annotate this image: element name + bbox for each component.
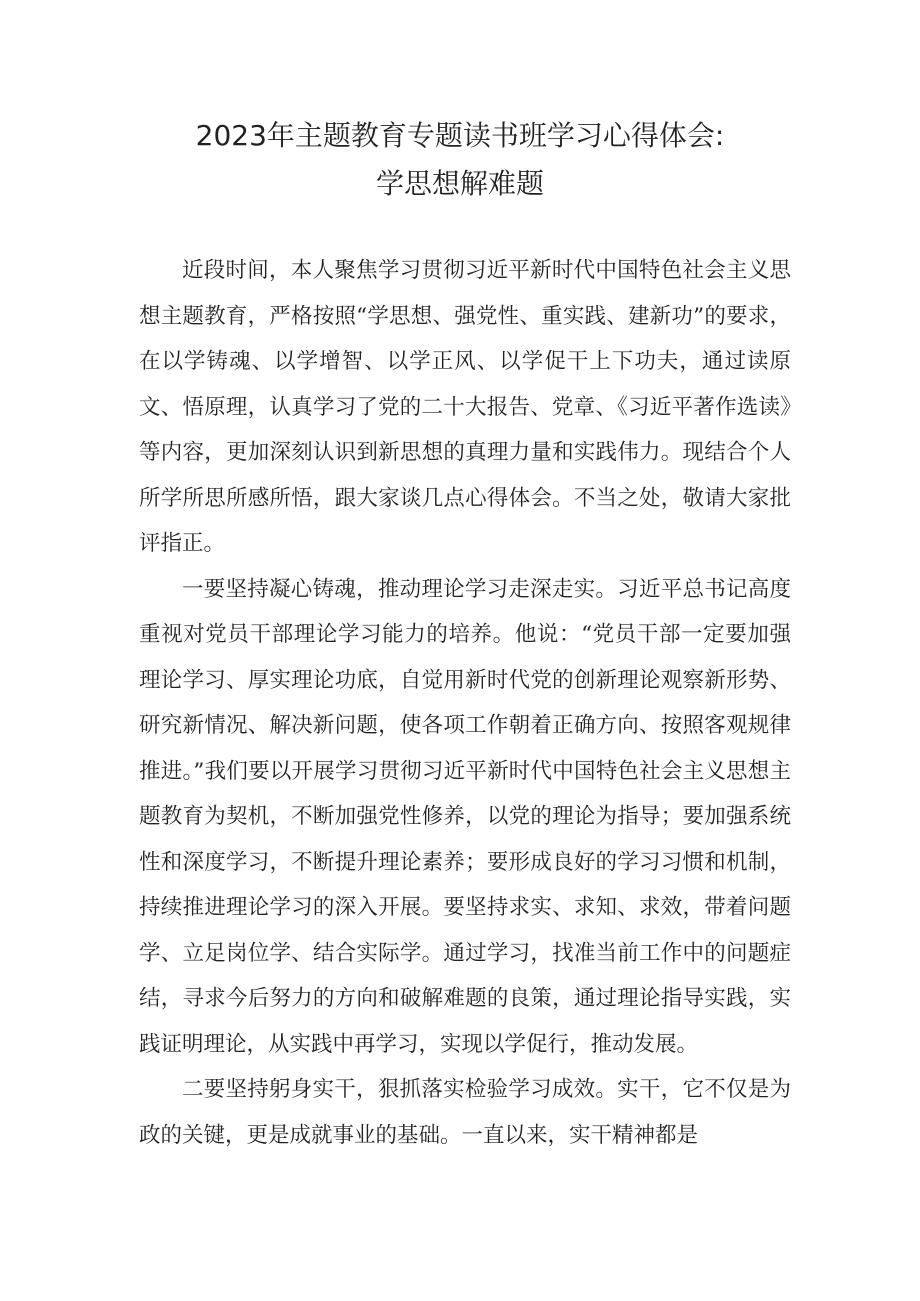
paragraph-intro: 近段时间，本人聚焦学习贯彻习近平新时代中国特色社会主义思想主题教育，严格按照“学思想、强党性、重实践、建新功”的要求，在以学铸魂、以学增智、以学正风、以学促干上下功夫，通过读原文、悟原理，认真学习了党的二十大报告、党章、《习近平著作选读》等内容，更加深刻认识到新思想的真理力量和实践伟力。现结合个人所学所思所感所悟，跟大家谈几点心得体会。不当之处，敬请大家批评指正。 — [139, 258, 791, 556]
title-line-1: 2023年主题教育专题读书班学习心得体会: — [195, 119, 725, 152]
document-body — [139, 248, 791, 1158]
paragraph-point-two: 二要坚持躬身实干，狠抓落实检验学习成效。实干，它不仅是为政的关键，更是成就事业的基础。一直以来，实干精神都是 — [139, 1077, 791, 1148]
title-line-2: 学思想解难题 — [375, 167, 544, 200]
document-title — [0, 112, 920, 208]
paragraph-point-one: 一要坚持凝心铸魂，推动理论学习走深走实。习近平总书记高度重视对党员干部理论学习能力的培养。他说：“党员干部一定要加强理论学习、厚实理论功底，自觉用新时代党的创新理论观察新形势、研究新情况、解决新问题，使各项工作朝着正确方向、按照客观规律推进。”我们要以开展学习贯彻习近平新时代中国特色社会主义思想主题教育为契机，不断加强党性修养，以党的理论为指导；要加强系统性和深度学习，不断提升理论素养；要形成良好的学习习惯和机制，持续推进理论学习的深入开展。要坚持求实、求知、求效，带着问题学、立足岗位学、结合实际学。通过学习，找准当前工作中的问题症结，寻求今后努力的方向和破解难题的良策，通过理论指导实践，实践证明理论，从实践中再学习，实现以学促行，推动发展。 — [139, 576, 791, 1057]
